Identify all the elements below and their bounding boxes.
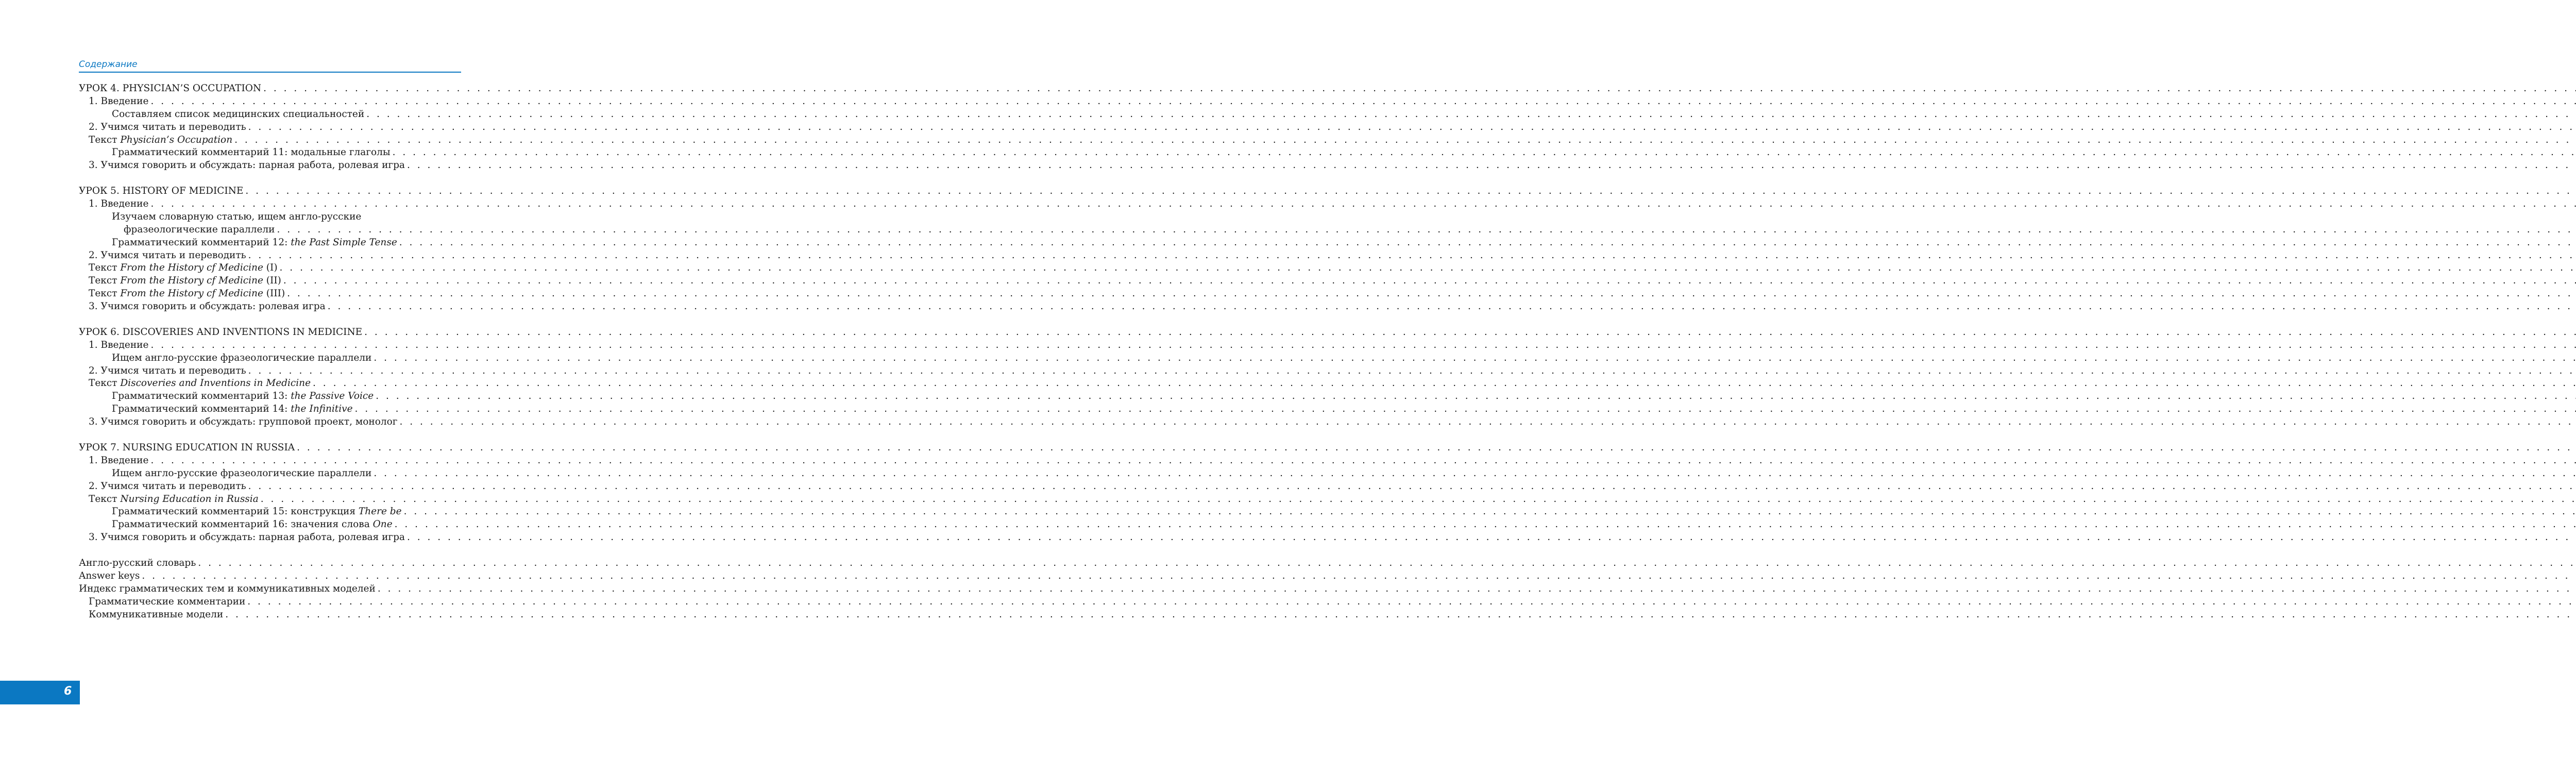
toc-entry-italic-title: From the History сf Medicine (120, 262, 263, 274)
toc-entry-text: Ищем англо-русские фразеологические параллели (112, 467, 372, 479)
toc-entry-title (112, 237, 397, 249)
toc-entry-italic-title: the Passive Voice (291, 391, 374, 402)
dot-leader (407, 159, 2576, 172)
toc-entry-title (89, 339, 148, 352)
toc-entry-title (89, 275, 281, 288)
dot-leader (407, 531, 2576, 544)
toc-entry[interactable] (79, 198, 461, 211)
toc-entry-text: Текст (89, 288, 121, 299)
toc-entry[interactable] (79, 377, 461, 390)
toc-entry-text: Текст (89, 275, 121, 287)
toc-entry-title (89, 300, 326, 313)
toc-entry-title (89, 493, 259, 506)
toc-entry[interactable] (79, 249, 461, 262)
toc-entry-title (112, 506, 402, 518)
dot-leader (364, 326, 2576, 339)
toc-entry[interactable] (79, 262, 461, 275)
toc-entry-text: 2. Учимся читать и переводить (89, 249, 246, 261)
toc-entry-text: УРОК 7. NURSING EDUCATION IN RUSSIA (79, 442, 295, 453)
toc-entry-text: Грамматический комментарий 11: модальные глаголы (112, 147, 391, 158)
toc-entry-italic-title: There be (358, 506, 402, 517)
toc-entry-italic-title: From the History сf Medicine (120, 275, 263, 287)
dot-leader (248, 365, 2576, 378)
toc-entry-part-number: (III) (263, 288, 285, 299)
toc-entry-italic-title: the Past Simple Tense (291, 237, 397, 248)
toc-entry-italic-title: Nursing Education in Russia (120, 493, 259, 504)
toc-entry[interactable] (79, 339, 461, 352)
toc-entry[interactable] (79, 403, 461, 416)
toc-entry-title (79, 185, 243, 198)
toc-entry[interactable] (79, 596, 461, 609)
dot-leader (374, 467, 2576, 480)
toc-section (79, 442, 461, 544)
dot-leader (248, 121, 2576, 134)
toc-entry-title (112, 390, 374, 403)
toc-entry-text: Answer keys (79, 570, 140, 581)
toc-entry-title (112, 518, 393, 531)
page-number-tab (0, 681, 80, 704)
toc-entry (79, 211, 461, 224)
toc-entry[interactable] (79, 237, 461, 249)
toc-entry[interactable] (79, 288, 461, 300)
toc-entry[interactable] (79, 416, 461, 429)
toc-entry[interactable] (79, 82, 461, 95)
toc-entry-text: 1. Введение (89, 95, 149, 107)
toc-entry-text: Индекс грамматических тем и коммуникативных моделей (79, 583, 376, 594)
dot-leader (150, 454, 2576, 467)
toc-entry-text: УРОК 6. DISCOVERIES AND INVENTIONS IN MEDICINE (79, 326, 363, 338)
toc-entry-title: фразеологические параллели (124, 224, 275, 235)
dot-leader (395, 518, 2576, 531)
toc-entry-title (89, 134, 232, 147)
dot-leader (261, 493, 2576, 506)
dot-leader (248, 480, 2576, 493)
toc-entry-text: 3. Учимся говорить и обсуждать: групповой проект, монолог (89, 416, 398, 428)
toc-entry[interactable] (79, 159, 461, 172)
toc-entry-text: 2. Учимся читать и переводить (89, 480, 246, 492)
toc-entry[interactable] (79, 467, 461, 480)
toc-entry-text: Грамматический комментарий 12: (112, 237, 291, 248)
dot-leader (366, 108, 2576, 121)
dot-leader (150, 95, 2576, 108)
toc-entry-text: Англо-русский словарь (79, 557, 196, 568)
toc-entry-text: Грамматический комментарий 13: (112, 391, 291, 402)
toc-entry-title (89, 262, 278, 275)
toc-entry-text: Ищем англо-русские фразеологические параллели (112, 352, 372, 363)
toc-entry-text: Коммуникативные модели (89, 609, 224, 620)
dot-leader (378, 583, 2576, 596)
toc-entry-text: Грамматический комментарий 15: конструкция (112, 506, 359, 517)
dot-leader (374, 352, 2576, 365)
toc-entry[interactable] (79, 480, 461, 493)
toc-entry-text: 3. Учимся говорить и обсуждать: ролевая игра (89, 301, 326, 312)
toc-entry-title (89, 365, 246, 378)
toc-entry-text: 1. Введение (89, 198, 149, 210)
toc-entry-title (89, 531, 405, 544)
toc-entry-text: 2. Учимся читать и переводить (89, 121, 246, 132)
toc-entry[interactable] (79, 518, 461, 531)
toc-entry-title (79, 557, 196, 570)
toc-entry-text: 3. Учимся говорить и обсуждать: парная работа, ролевая игра (89, 532, 405, 543)
toc-entry-title (89, 249, 246, 262)
toc-entry-title (89, 596, 245, 609)
toc-entry[interactable] (79, 531, 461, 544)
dot-leader (355, 403, 2576, 416)
toc-entry[interactable] (79, 108, 461, 121)
toc-entry-italic-title: Discoveries and Inventions in Medicine (120, 378, 311, 389)
toc-entry-title (112, 467, 371, 480)
toc-entry-title (89, 159, 405, 172)
dot-leader (248, 249, 2576, 262)
toc-section (79, 326, 461, 429)
dot-leader (247, 596, 2576, 609)
toc-entry-italic-title: From the History сf Medicine (120, 288, 263, 299)
dot-leader (225, 609, 2576, 621)
toc-entry-title (89, 121, 246, 134)
table-of-contents (79, 82, 461, 634)
dot-leader (263, 82, 2576, 95)
toc-entry-text: Составляем список медицинских специальностей (112, 108, 365, 120)
toc-section (79, 557, 461, 621)
toc-entry-title (79, 442, 295, 454)
dot-leader (150, 339, 2576, 352)
running-header (79, 58, 461, 73)
dot-leader (142, 570, 2576, 583)
toc-entry[interactable] (79, 365, 461, 378)
toc-entry-title (79, 583, 376, 596)
toc-entry-text: УРОК 4. PHYSICIAN’S OCCUPATION (79, 83, 262, 94)
toc-entry-text: Текст (89, 262, 121, 274)
toc-entry-italic-title: Physician’s Occupation (120, 134, 233, 145)
toc-section (79, 185, 461, 313)
toc-entry[interactable] (79, 583, 461, 596)
toc-entry-text: 1. Введение (89, 454, 149, 466)
toc-entry[interactable] (79, 442, 461, 454)
toc-entry-title (89, 95, 148, 108)
toc-entry-title (89, 377, 311, 390)
toc-entry-text: Грамматические комментарии (89, 596, 246, 607)
toc-entry[interactable] (79, 95, 461, 108)
toc-entry-text: 3. Учимся говорить и обсуждать: парная работа, ролевая игра (89, 160, 405, 171)
toc-entry-title (79, 82, 261, 95)
toc-entry-italic-title: One (372, 519, 393, 530)
toc-entry[interactable] (79, 224, 461, 237)
toc-entry[interactable] (79, 134, 461, 147)
toc-entry[interactable] (79, 506, 461, 518)
toc-entry-title (89, 198, 148, 211)
toc-entry[interactable] (79, 390, 461, 403)
dot-leader (393, 146, 2576, 159)
dot-leader (399, 416, 2576, 429)
toc-entry-title (112, 403, 353, 416)
toc-entry-title (79, 570, 140, 583)
toc-entry-text: Текст (89, 134, 121, 145)
toc-entry-title (89, 416, 397, 429)
toc-entry-text: Грамматический комментарий 16: значения слова (112, 519, 373, 530)
toc-entry[interactable] (79, 557, 461, 570)
toc-entry-title (89, 288, 285, 300)
toc-entry[interactable] (79, 609, 461, 621)
toc-entry[interactable] (79, 185, 461, 198)
dot-leader (150, 198, 2576, 211)
dot-leader (376, 390, 2576, 403)
toc-entry-title (112, 146, 391, 159)
toc-entry[interactable] (79, 121, 461, 134)
dot-leader (399, 237, 2576, 249)
toc-entry-text: 2. Учимся читать и переводить (89, 365, 246, 376)
toc-entry-title (79, 326, 362, 339)
dot-leader (297, 442, 2576, 454)
toc-entry-text: УРОК 5. HISTORY OF MEDICINE (79, 186, 244, 197)
toc-entry-text: Текст (89, 378, 121, 389)
toc-entry[interactable] (79, 454, 461, 467)
dot-leader (328, 300, 2576, 313)
toc-entry-text: Грамматический комментарий 14: (112, 403, 291, 415)
dot-leader (287, 288, 2576, 300)
toc-entry[interactable] (79, 493, 461, 506)
dot-leader (313, 377, 2576, 390)
dot-leader (280, 262, 2576, 275)
dot-leader (404, 506, 2576, 518)
toc-entry-title (112, 108, 364, 121)
dot-leader (277, 224, 2576, 237)
toc-entry[interactable] (79, 275, 461, 288)
toc-entry-text: Текст (89, 493, 121, 504)
toc-entry-title (89, 609, 223, 621)
dot-leader (198, 557, 2576, 570)
toc-entry-italic-title: the Infinitive (291, 403, 353, 415)
toc-entry[interactable] (79, 146, 461, 159)
dot-leader (234, 134, 2576, 147)
toc-entry[interactable] (79, 570, 461, 583)
header-title: Содержание (79, 59, 138, 70)
dot-leader (245, 185, 2576, 198)
toc-entry-title (89, 454, 148, 467)
toc-entry-part-number: (I) (263, 262, 278, 274)
dot-leader (283, 275, 2576, 288)
toc-entry-title (112, 211, 361, 224)
toc-section (79, 82, 461, 172)
toc-entry-text: 1. Введение (89, 339, 149, 350)
page-number: 6 (64, 685, 72, 698)
toc-entry-title (89, 480, 246, 493)
toc-entry-text: Изучаем словарную статью, ищем англо-русские (112, 211, 362, 222)
toc-entry[interactable] (79, 326, 461, 339)
toc-entry-part-number: (II) (263, 275, 281, 287)
toc-entry[interactable] (79, 352, 461, 365)
toc-entry[interactable] (79, 300, 461, 313)
toc-entry-title (112, 352, 371, 365)
